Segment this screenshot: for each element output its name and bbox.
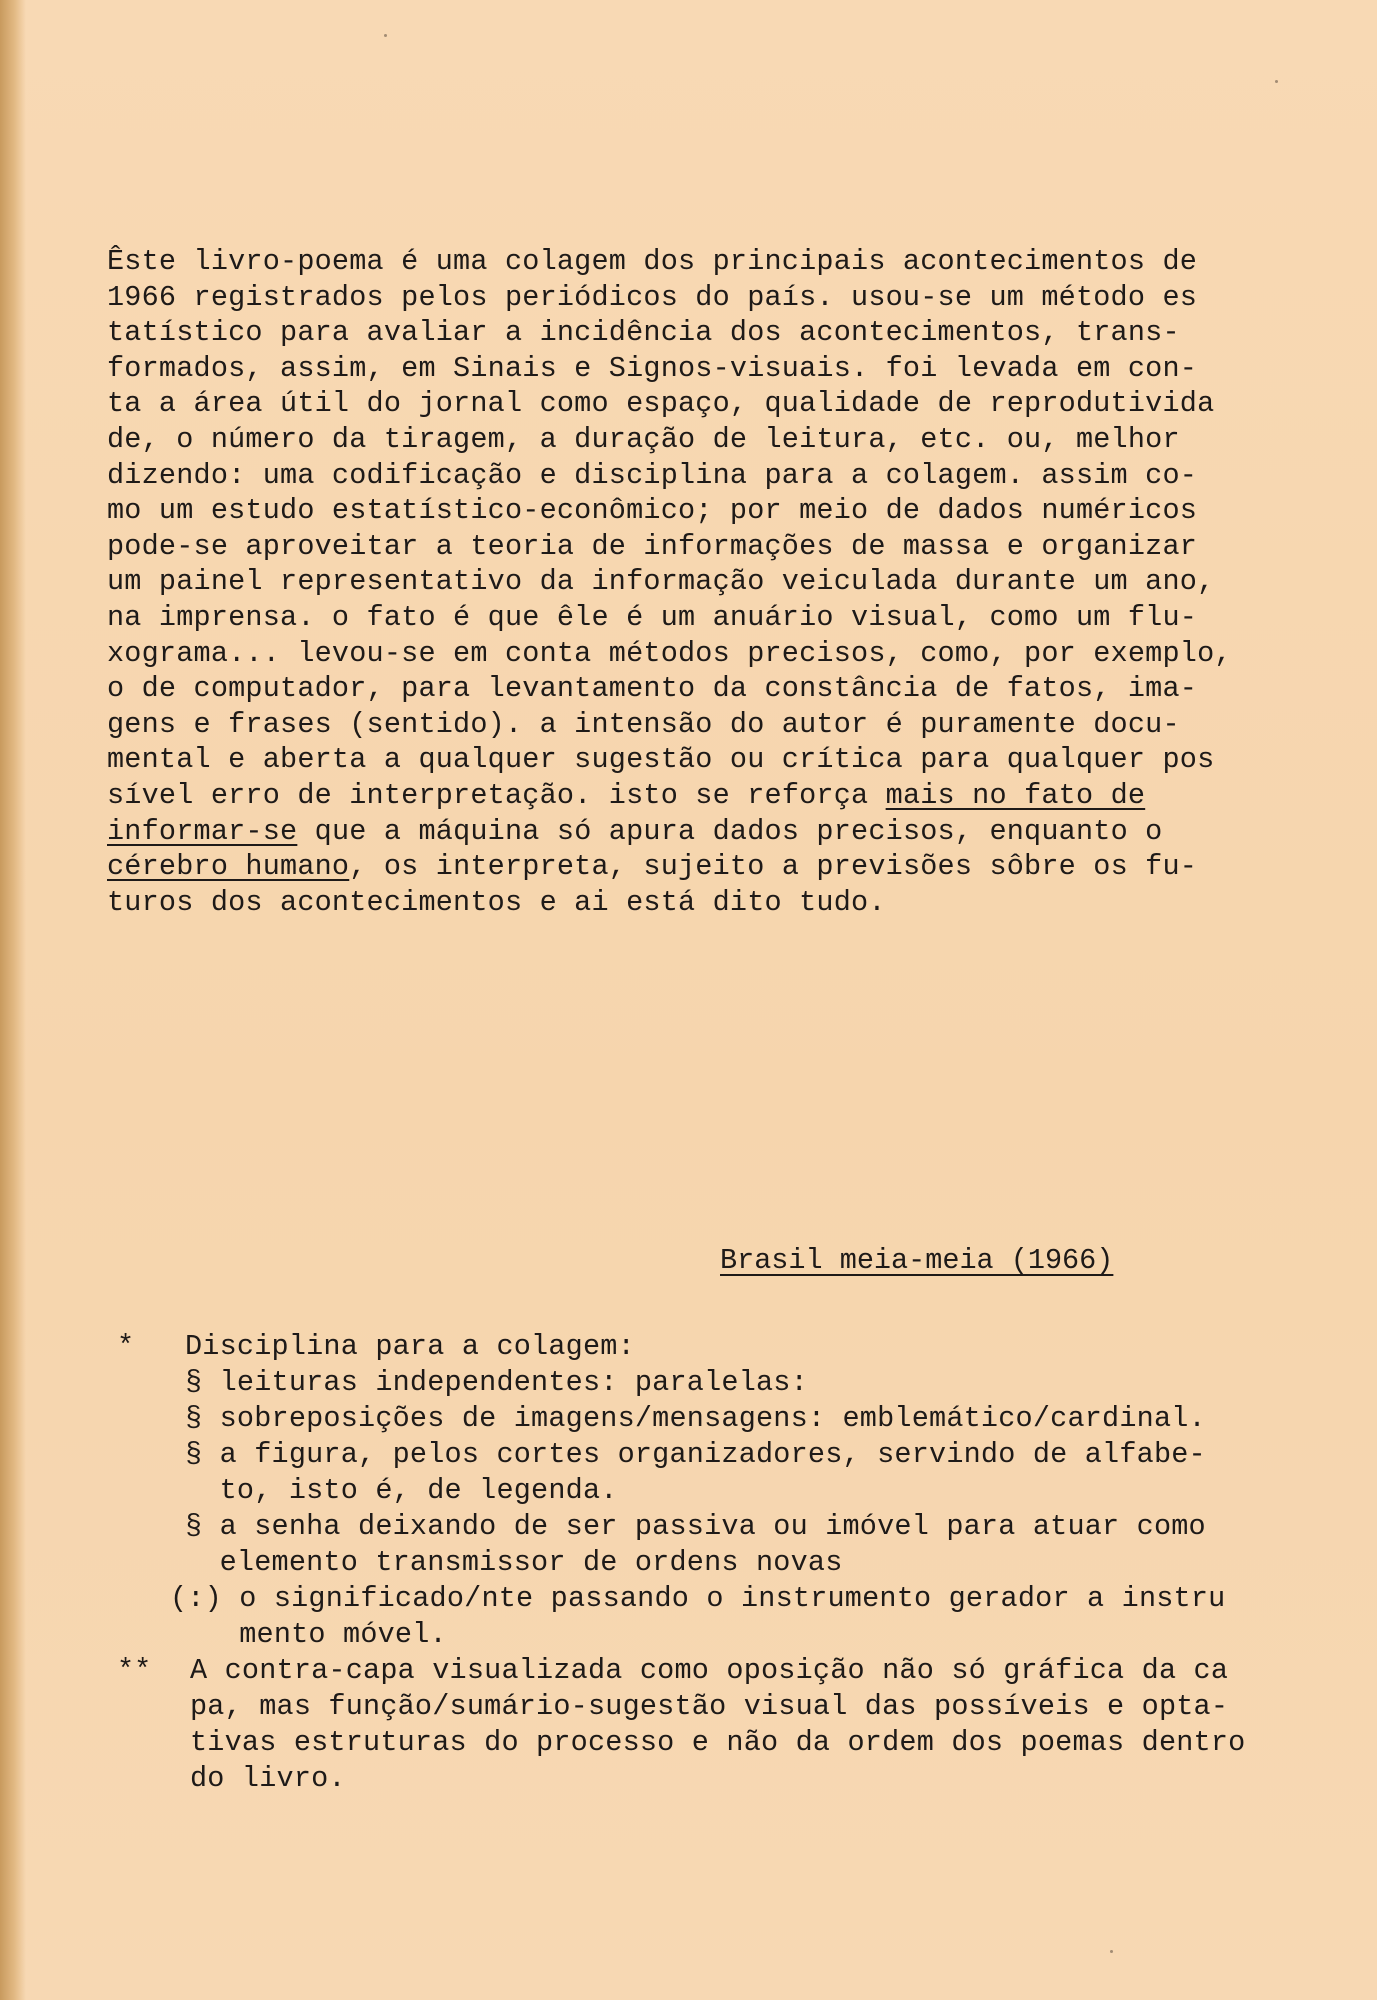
text-line <box>107 814 1267 850</box>
text-line: pode-se aproveitar a teoria de informações de massa e organizar <box>107 529 1198 563</box>
intro-paragraph <box>107 244 1267 920</box>
notes-item: (:) o significado/nte passando o instrumento gerador a instru <box>170 1582 1226 1615</box>
text-line <box>107 778 1267 814</box>
asterisk-marker: * <box>117 1330 135 1363</box>
title-signature: Brasil meia-meia (1966) <box>720 1244 1114 1277</box>
notes-item: § a senha deixando de ser passiva ou imóvel para atuar como <box>185 1510 1206 1543</box>
text-line: mo um estudo estatístico-econômico; por meio de dados numéricos <box>107 494 1198 528</box>
paper-speck <box>384 34 387 37</box>
text-line: ta a área útil do jornal como espaço, qualidade de reprodutivida <box>107 387 1215 421</box>
text-line: na imprensa. o fato é que êle é um anuário visual, como um flu- <box>107 600 1198 634</box>
text-line: formados, assim, em Sinais e Signos-visuais. foi levada em con- <box>107 351 1198 385</box>
notes-item: mento móvel. <box>170 1618 447 1651</box>
text-line: gens e frases (sentido). a intensão do autor é puramente docu- <box>107 707 1180 741</box>
double-asterisk-marker: ** <box>117 1654 152 1687</box>
text-line <box>107 849 1267 885</box>
text-segment: isto se reforça <box>591 778 886 812</box>
text-line: Êste livro-poema é uma colagem dos principais acontecimentos de <box>107 245 1198 278</box>
notes-item: to, isto é, de legenda. <box>185 1474 618 1507</box>
notes-item: § a figura, pelos cortes organizadores, servindo de alfabe- <box>185 1438 1206 1471</box>
underlined-phrase: informar-se <box>107 814 298 848</box>
text-line: turos dos acontecimentos e ai está dito tudo. <box>107 885 886 919</box>
text-line: mental e aberta a qualquer sugestão ou crítica para qualquer pos <box>107 743 1215 777</box>
notes-title: Disciplina para a colagem: <box>185 1330 635 1363</box>
footnote-line: A contra-capa visualizada como oposição não só gráfica da ca <box>190 1654 1229 1687</box>
text-segment: sível erro de interpretação. <box>107 778 592 812</box>
paper-speck <box>1110 1950 1113 1953</box>
text-segment: , os interpreta, sujeito a previsões sôbre os fu- <box>349 850 1198 884</box>
footnote-line: tivas estruturas do processo e não da ordem dos poemas dentro <box>190 1726 1246 1759</box>
paper-edge-shadow <box>0 0 26 2000</box>
paper-speck <box>1275 80 1278 83</box>
notes-item: § sobreposições de imagens/mensagens: emblemático/cardinal. <box>185 1402 1206 1435</box>
notes-item: elemento transmissor de ordens novas <box>185 1546 843 1579</box>
footnote-line: pa, mas função/sumário-sugestão visual das possíveis e opta- <box>190 1690 1229 1723</box>
text-line: um painel representativo da informação veiculada durante um ano, <box>107 565 1215 599</box>
text-segment: que a máquina só apura dados precisos, enquanto o <box>297 814 1163 848</box>
text-line: de, o número da tiragem, a duração de leitura, etc. ou, melhor <box>107 422 1180 456</box>
underlined-phrase: mais no fato de <box>885 778 1146 812</box>
footnote-line: do livro. <box>190 1762 346 1795</box>
text-line: tatístico para avaliar a incidência dos acontecimentos, trans- <box>107 316 1180 350</box>
text-line: 1966 registrados pelos periódicos do país. usou-se um método es <box>107 280 1198 314</box>
text-line: o de computador, para levantamento da constância de fatos, ima- <box>107 672 1198 706</box>
text-line: dizendo: uma codificação e disciplina para a colagem. assim co- <box>107 458 1198 492</box>
underlined-phrase: cérebro humano <box>107 850 350 884</box>
text-line: xograma... levou-se em conta métodos precisos, como, por exemplo, <box>107 636 1232 670</box>
notes-item: § leituras independentes: paralelas: <box>185 1366 808 1399</box>
